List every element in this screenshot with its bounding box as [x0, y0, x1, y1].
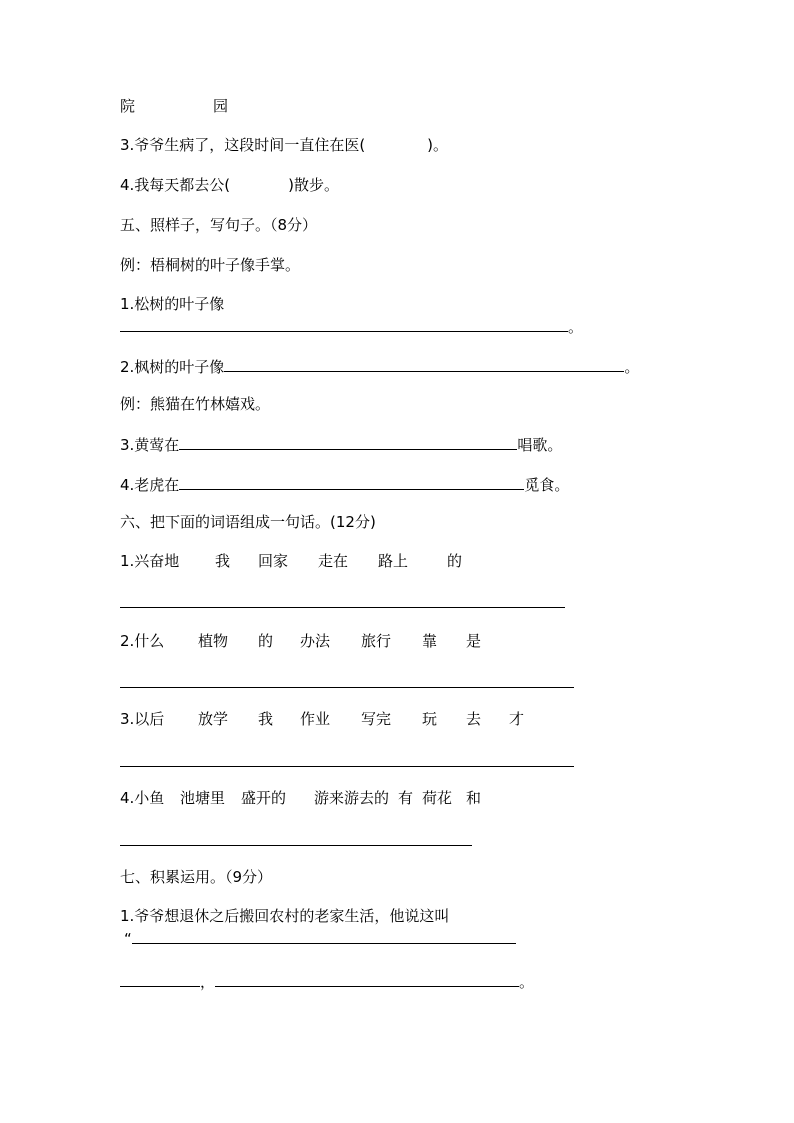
answer-line-5-4[interactable]: [179, 472, 524, 490]
sentence-5-1-line: [120, 314, 583, 336]
section-5-title: 五、照样子，写句子。（8分）: [120, 216, 318, 234]
word: 我: [258, 710, 274, 728]
question-7-1: 1.爷爷想退休之后搬回农村的老家生活，他说这叫: [120, 907, 450, 925]
word: 盛开的: [241, 789, 287, 807]
word: 的: [258, 632, 274, 650]
period: 。: [568, 318, 584, 336]
sentence-5-3-suffix: 唱歌。: [517, 436, 563, 454]
answer-line-7-1c[interactable]: [215, 969, 519, 987]
answer-line-6-3[interactable]: [120, 766, 574, 767]
period: 。: [624, 358, 640, 376]
question-4-end: )散步。: [288, 176, 340, 194]
question-3-hospital: [120, 134, 448, 156]
answer-line-5-3[interactable]: [179, 432, 517, 450]
question-7-1-quote-line: [124, 926, 516, 948]
example-2: 例：熊猫在竹林嬉戏。: [120, 395, 271, 413]
section-6-title: 六、把下面的词语组成一句话。(12分): [120, 513, 376, 531]
quote-mark: “: [124, 930, 132, 948]
sentence-5-3: [120, 432, 562, 454]
word: 去: [466, 710, 482, 728]
word: 办法: [300, 632, 331, 650]
char-yuan-garden: 园: [213, 97, 229, 115]
word: 写完: [361, 710, 392, 728]
answer-line-6-2[interactable]: [120, 687, 574, 688]
answer-line-7-1b[interactable]: [120, 969, 200, 987]
word: 靠: [422, 632, 438, 650]
word: 2.什么: [120, 632, 165, 650]
word: 荷花: [422, 789, 453, 807]
question-7-1-second-line: [120, 969, 534, 991]
word: 游来游去的: [314, 789, 390, 807]
sentence-5-1-prefix: 1.松树的叶子像: [120, 295, 225, 313]
word: 是: [466, 632, 482, 650]
word: 我: [215, 552, 231, 570]
word-row-yuan: [120, 95, 228, 117]
question-4-text: 4.我每天都去公(: [120, 176, 231, 194]
answer-line-6-4[interactable]: [120, 845, 472, 846]
answer-line-5-1[interactable]: [120, 314, 568, 332]
word: 才: [509, 710, 525, 728]
word: 1.兴奋地: [120, 552, 180, 570]
section-7-title: 七、积累运用。（9分）: [120, 868, 273, 886]
word: 放学: [198, 710, 229, 728]
word: 4.小鱼: [120, 789, 165, 807]
answer-line-6-1[interactable]: [120, 607, 565, 608]
sentence-5-3-prefix: 3.黄莺在: [120, 436, 180, 454]
sentence-5-2-prefix: 2.枫树的叶子像: [120, 358, 225, 376]
example-1: 例：梧桐树的叶子像手掌。: [120, 256, 301, 274]
word: 3.以后: [120, 710, 165, 728]
sentence-5-4-prefix: 4.老虎在: [120, 476, 180, 494]
question-3-end: )。: [427, 136, 449, 154]
answer-line-7-1a[interactable]: [132, 926, 516, 944]
question-4-park: [120, 174, 339, 196]
word: 植物: [198, 632, 229, 650]
word: 走在: [318, 552, 349, 570]
word: 有: [398, 789, 414, 807]
comma: ，: [200, 973, 216, 991]
word: 池塘里: [180, 789, 226, 807]
word: 回家: [258, 552, 289, 570]
word: 和: [466, 789, 482, 807]
sentence-5-4: [120, 472, 569, 494]
word: 路上: [378, 552, 409, 570]
question-3-text: 3.爷爷生病了，这段时间一直住在医(: [120, 136, 366, 154]
answer-line-5-2[interactable]: [224, 354, 624, 372]
word: 的: [447, 552, 463, 570]
sentence-5-2: [120, 354, 639, 376]
word: 作业: [300, 710, 331, 728]
period: 。: [519, 973, 535, 991]
char-yuan-courtyard: 院: [120, 97, 136, 115]
sentence-5-4-suffix: 觅食。: [524, 476, 570, 494]
word: 旅行: [361, 632, 392, 650]
word: 玩: [422, 710, 438, 728]
